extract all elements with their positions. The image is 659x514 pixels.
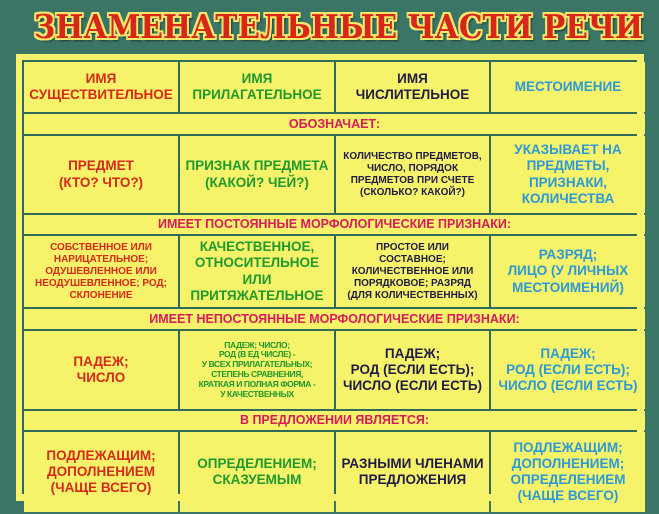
cell-noun-constant: СОБСТВЕННОЕ ИЛИ НАРИЦАТЕЛЬНОЕ; ОДУШЕВЛЕННОЕ ИЛИ НЕОДУШЕВЛЕННОЕ; РОД; СКЛОНЕНИЕ — [24, 236, 178, 307]
parts-of-speech-table — [22, 60, 638, 504]
section-label-meaning: ОБОЗНАЧАЕТ: — [24, 114, 645, 134]
poster-title-area — [0, 4, 659, 50]
cell-pronoun-constant: РАЗРЯД; ЛИЦО (У ЛИЧНЫХ МЕСТОИМЕНИЙ) — [491, 236, 645, 307]
cell-pronoun-variable: ПАДЕЖ; РОД (ЕСЛИ ЕСТЬ); ЧИСЛО (ЕСЛИ ЕСТЬ) — [491, 331, 645, 409]
cell-numeral-constant: ПРОСТОЕ ИЛИ СОСТАВНОЕ; КОЛИЧЕСТВЕННОЕ ИЛИ ПОРЯДКОВОЕ; РАЗРЯД (ДЛЯ КОЛИЧЕСТВЕННЫХ) — [336, 236, 489, 307]
cell-noun-variable: ПАДЕЖ; ЧИСЛО — [24, 331, 178, 409]
poster-title: ЗНАМЕНАТЕЛЬНЫЕ ЧАСТИ РЕЧИ — [33, 7, 644, 46]
cell-pronoun-meaning: УКАЗЫВАЕТ НА ПРЕДМЕТЫ, ПРИЗНАКИ, КОЛИЧЕСТВА — [491, 136, 645, 213]
cell-pronoun-role: ПОДЛЕЖАЩИМ; ДОПОЛНЕНИЕМ; ОПРЕДЕЛЕНИЕМ (ЧАЩЕ ВСЕГО) — [491, 432, 645, 512]
cell-numeral-role: РАЗНЫМИ ЧЛЕНАМИ ПРЕДЛОЖЕНИЯ — [336, 432, 489, 512]
cell-adjective-meaning: ПРИЗНАК ПРЕДМЕТА (КАКОЙ? ЧЕЙ?) — [180, 136, 334, 213]
header-pronoun: МЕСТОИМЕНИЕ — [491, 62, 645, 112]
header-noun: ИМЯ СУЩЕСТВИТЕЛЬНОЕ — [24, 62, 178, 112]
cell-numeral-meaning: КОЛИЧЕСТВО ПРЕДМЕТОВ, ЧИСЛО, ПОРЯДОК ПРЕДМЕТОВ ПРИ СЧЕТЕ (СКОЛЬКО? КАКОЙ?) — [336, 136, 489, 213]
header-adjective: ИМЯ ПРИЛАГАТЕЛЬНОЕ — [180, 62, 334, 112]
section-label-constant: ИМЕЕТ ПОСТОЯННЫЕ МОРФОЛОГИЧЕСКИЕ ПРИЗНАКИ: — [24, 215, 645, 234]
cell-adjective-constant: КАЧЕСТВЕННОЕ, ОТНОСИТЕЛЬНОЕ ИЛИ ПРИТЯЖАТЕЛЬНОЕ — [180, 236, 334, 307]
cell-numeral-variable: ПАДЕЖ; РОД (ЕСЛИ ЕСТЬ); ЧИСЛО (ЕСЛИ ЕСТЬ) — [336, 331, 489, 409]
cell-noun-meaning: ПРЕДМЕТ (КТО? ЧТО?) — [24, 136, 178, 213]
cell-noun-role: ПОДЛЕЖАЩИМ; ДОПОЛНЕНИЕМ (ЧАЩЕ ВСЕГО) — [24, 432, 178, 512]
section-label-sentence-role: В ПРЕДЛОЖЕНИИ ЯВЛЯЕТСЯ: — [24, 411, 645, 430]
header-numeral: ИМЯ ЧИСЛИТЕЛЬНОЕ — [336, 62, 489, 112]
cell-adjective-role: ОПРЕДЕЛЕНИЕМ; СКАЗУЕМЫМ — [180, 432, 334, 512]
cell-adjective-variable: ПАДЕЖ; ЧИСЛО; РОД (В ЕД ЧИСЛЕ) - У ВСЕХ ПРИЛАГАТЕЛЬНЫХ; СТЕПЕНЬ СРАВНЕНИЯ, КРАТКАЯ И ПОЛНАЯ ФОРМА - У КАЧЕСТВЕННЫХ — [180, 331, 334, 409]
section-label-variable: ИМЕЕТ НЕПОСТОЯННЫЕ МОРФОЛОГИЧЕСКИЕ ПРИЗНАКИ: — [24, 309, 645, 329]
